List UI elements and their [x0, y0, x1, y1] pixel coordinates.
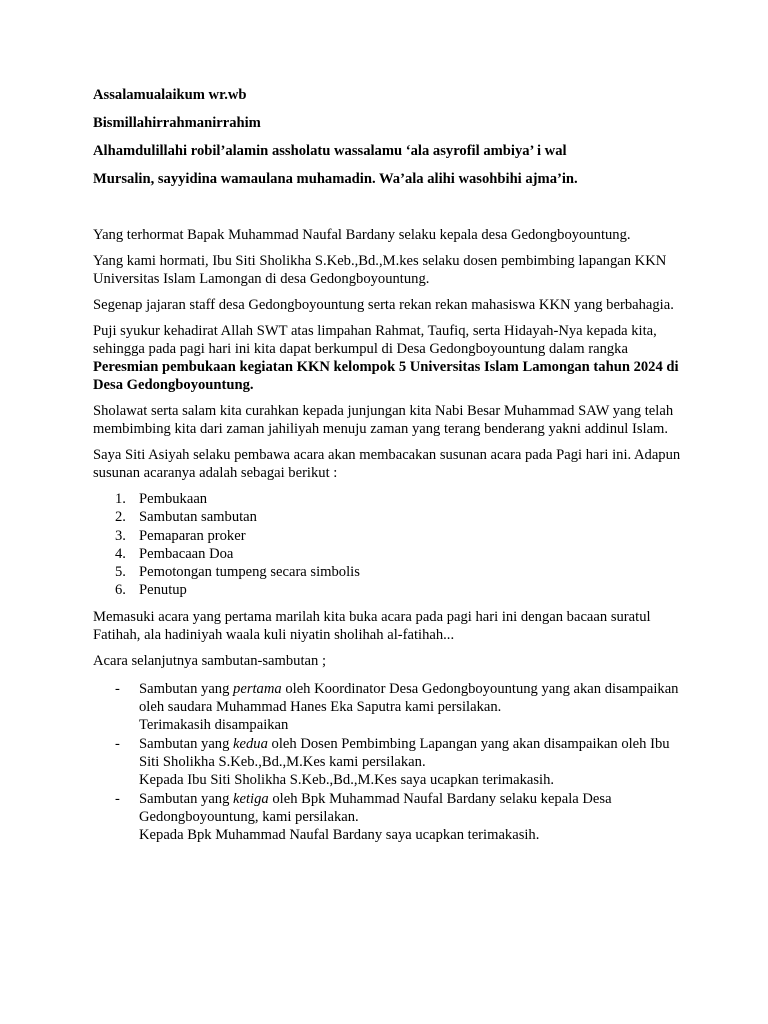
speech-text: Sambutan yang [139, 790, 234, 807]
list-dash: - [115, 735, 120, 752]
speech-ordinal: ketiga [233, 790, 269, 807]
list-number: 5. [115, 564, 126, 581]
agenda-item-text: Sambutan sambutan [139, 509, 257, 526]
speech-text: oleh Koordinator Desa Gedongboyountung yang akan disampaikan oleh saudara Muhammad Hanes Eka Saputra kami persilakan. [139, 680, 679, 716]
agenda-item-text: Pemotongan tumpeng secara simbolis [139, 564, 360, 581]
event-title: Peresmian pembukaan kegiatan KKN kelompok 5 Universitas Islam Lamongan tahun 2024 di Desa Gedongboyountung. [93, 359, 679, 393]
speeches-list [93, 680, 685, 845]
list-number: 2. [115, 509, 126, 526]
paragraph-honorific-village-head: Yang terhormat Bapak Muhammad Naufal Bardany selaku kepala desa Gedongboyountung. [93, 227, 631, 243]
paragraph-honorific-supervisor: Yang kami hormati, Ibu Siti Sholikha S.Keb.,Bd.,M.kes selaku dosen pembimbing lapangan KKN Universitas Islam Lamongan di desa Gedongboyountung. [93, 253, 667, 287]
paragraph-gratitude [93, 322, 685, 394]
paragraph-opening-prayer: Memasuki acara yang pertama marilah kita buka acara pada pagi hari ini dengan bacaan suratul Fatihah, ala hadiniyah waala kuli niyatin sholihah al-fatihah... [93, 608, 651, 643]
speech-thanks: Kepada Ibu Siti Sholikha S.Keb.,Bd.,M.Kes saya ucapkan terimakasih. [139, 772, 555, 789]
paragraph-sholawat: Sholawat serta salam kita curahkan kepada junjungan kita Nabi Besar Muhammad SAW yang telah membimbing kita dari zaman jahiliyah menuju zaman yang terang benderang yakni addinul Islam. [93, 403, 674, 437]
speech-text: oleh Bpk Muhammad Naufal Bardany selaku kepala Desa Gedongboyountung, kami persilakan. [139, 790, 612, 825]
document-body [93, 226, 685, 844]
list-item [93, 680, 685, 735]
list-number: 3. [115, 527, 126, 544]
list-dash: - [115, 680, 120, 697]
agenda-item-text: Pembacaan Doa [139, 545, 234, 562]
agenda-item-text: Pemaparan proker [139, 527, 246, 544]
list-item [93, 490, 685, 508]
list-number: 4. [115, 545, 126, 562]
list-item [93, 581, 685, 599]
gratitude-text: Puji syukur kehadirat Allah SWT atas limpahan Rahmat, Taufiq, serta Hidayah-Nya kepada kita, sehingga pada pagi hari ini kita dapat berkumpul di Desa Gedongboyountung dalam rangka [93, 323, 657, 357]
list-item [93, 563, 685, 581]
list-item [93, 735, 685, 790]
agenda-item-text: Pembukaan [139, 491, 208, 507]
list-item [93, 508, 685, 526]
paragraph-speeches-intro: Acara selanjutnya sambutan-sambutan ; [93, 652, 327, 669]
agenda-item-text: Penutup [139, 582, 187, 599]
speech-text: Sambutan yang [139, 735, 234, 752]
agenda-list [93, 490, 685, 600]
list-item [93, 527, 685, 545]
speech-text: Sambutan yang [139, 680, 234, 697]
speech-thanks: Kepada Bpk Muhammad Naufal Bardany saya ucapkan terimakasih. [139, 827, 540, 844]
list-item [93, 790, 685, 845]
list-dash: - [115, 790, 120, 807]
speech-text: oleh Dosen Pembimbing Lapangan yang akan disampaikan oleh Ibu Siti Sholikha S.Keb.,Bd.,M.Kes kami persilakan. [139, 735, 670, 770]
list-number: 6. [115, 582, 126, 599]
speech-ordinal: kedua [233, 735, 268, 752]
basmalah-line: Bismillahirrahmanirrahim [93, 115, 261, 131]
speech-thanks: Terimakasih disampaikan [139, 717, 289, 734]
greeting-line: Assalamualaikum wr.wb [93, 87, 247, 103]
paragraph-honorific-staff: Segenap jajaran staff desa Gedongboyountung serta rekan rekan mahasiswa KKN yang berbahagia. [93, 297, 674, 313]
sholawat-line: Mursalin, sayyidina wamaulana muhamadin. Wa’ala alihi wasohbihi ajma’in. [93, 171, 578, 187]
hamdalah-line: Alhamdulillahi robil’alamin assholatu wassalamu ‘ala asyrofil ambiya’ i wal [93, 143, 567, 159]
list-item [93, 545, 685, 563]
paragraph-mc-intro: Saya Siti Asiyah selaku pembawa acara akan membacakan susunan acara pada Pagi hari ini. Adapun susunan acaranya adalah sebagai berikut : [93, 447, 681, 481]
speech-ordinal: pertama [233, 680, 282, 697]
list-number: 1. [115, 491, 126, 507]
